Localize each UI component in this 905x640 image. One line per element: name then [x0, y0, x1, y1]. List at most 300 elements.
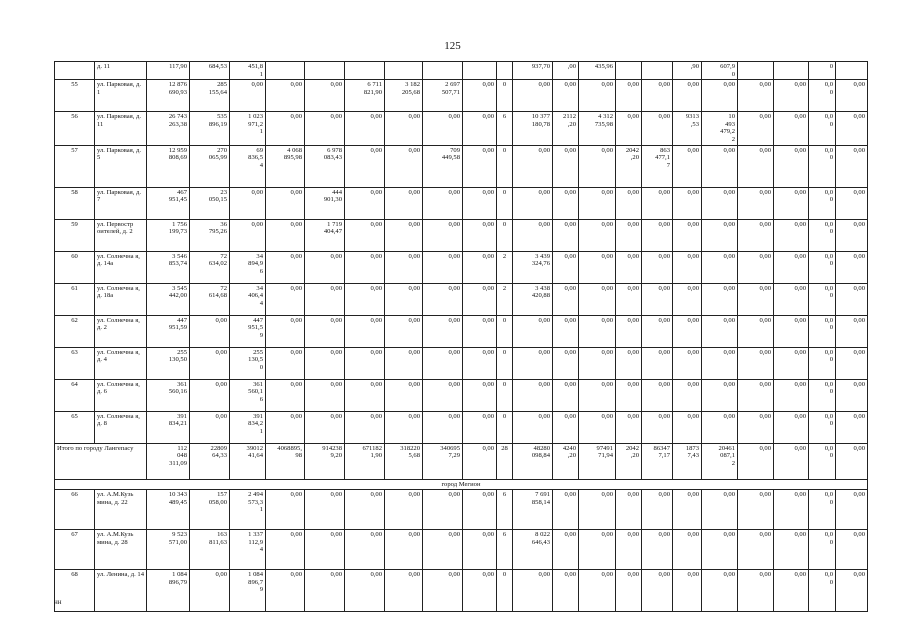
value-cell: 0,00 — [616, 112, 642, 145]
value-cell: 0,00 — [385, 347, 423, 379]
value-cell: 607,9 0 — [702, 62, 738, 80]
value-cell: 0,00 — [423, 570, 463, 612]
value-cell: 0,00 — [616, 80, 642, 112]
value-cell: 0,00 — [190, 315, 230, 347]
value-cell: 0,00 — [738, 251, 774, 283]
total-value-cell: 671182 1,90 — [345, 443, 385, 479]
value-cell: 0,00 — [774, 411, 809, 443]
value-cell: 0,00 — [266, 411, 305, 443]
value-cell: 0,00 — [553, 570, 579, 612]
value-cell: 0,00 — [553, 347, 579, 379]
total-value-cell: 0,00 — [774, 443, 809, 479]
value-cell: 6 711 821,90 — [345, 80, 385, 112]
value-cell: 0,00 — [616, 283, 642, 315]
value-cell: 0,00 — [266, 570, 305, 612]
table-row — [55, 251, 868, 283]
value-cell: 0,00 — [423, 347, 463, 379]
value-cell — [642, 62, 673, 80]
value-cell: 0,00 — [579, 570, 616, 612]
value-cell: 0,00 — [423, 251, 463, 283]
value-cell: 9313 ,53 — [673, 112, 702, 145]
value-cell: ,90 — [673, 62, 702, 80]
value-cell: 3 439 324,76 — [513, 251, 553, 283]
value-cell: 0 — [497, 219, 513, 251]
value-cell: 7 691 858,14 — [513, 490, 553, 530]
row-number-cell — [55, 62, 95, 80]
value-cell: 0,00 — [385, 411, 423, 443]
value-cell: 535 896,19 — [190, 112, 230, 145]
value-cell: 0,00 — [345, 251, 385, 283]
value-cell: 72 634,02 — [190, 251, 230, 283]
value-cell: 0,00 — [266, 187, 305, 219]
value-cell: 10 377 180,78 — [513, 112, 553, 145]
value-cell: 0,00 — [774, 283, 809, 315]
value-cell: 0,00 — [642, 315, 673, 347]
row-number-cell: 64 — [55, 379, 95, 411]
value-cell: 0,0 0 — [809, 251, 836, 283]
value-cell: 0,0 0 — [809, 80, 836, 112]
value-cell: 0,00 — [836, 145, 868, 187]
value-cell: 0 — [497, 315, 513, 347]
value-cell: 0,00 — [738, 490, 774, 530]
value-cell: 4 312 735,98 — [579, 112, 616, 145]
value-cell: 0,00 — [423, 411, 463, 443]
total-value-cell: 340695 7,29 — [423, 443, 463, 479]
value-cell: 0,00 — [738, 219, 774, 251]
row-number-cell: 60 — [55, 251, 95, 283]
value-cell: 0,00 — [305, 347, 345, 379]
address-cell: ул. Ленина, д. 14 — [95, 570, 147, 612]
value-cell: 0,00 — [463, 187, 497, 219]
value-cell: 3 438 420,88 — [513, 283, 553, 315]
value-cell: 0,00 — [579, 347, 616, 379]
value-cell: 0,00 — [774, 80, 809, 112]
table-row — [55, 219, 868, 251]
row-number-cell: 55 — [55, 80, 95, 112]
value-cell: 0,00 — [738, 80, 774, 112]
value-cell: 0,00 — [305, 411, 345, 443]
row-number-cell: 68 — [55, 570, 95, 612]
city-header-row — [55, 479, 868, 490]
value-cell: 0,00 — [305, 80, 345, 112]
value-cell: 0,00 — [463, 379, 497, 411]
value-cell: 0,00 — [642, 570, 673, 612]
value-cell: 0,00 — [385, 570, 423, 612]
row-number-cell: 63 — [55, 347, 95, 379]
value-cell: 157 058,00 — [190, 490, 230, 530]
value-cell — [836, 62, 868, 80]
value-cell: 2042 ,20 — [616, 145, 642, 187]
value-cell: 0,00 — [513, 80, 553, 112]
value-cell: 0,00 — [774, 145, 809, 187]
value-cell: 0,00 — [190, 379, 230, 411]
value-cell: 34 894,9 6 — [230, 251, 266, 283]
total-value-cell: 4068895, 98 — [266, 443, 305, 479]
address-cell: ул. Солнечна я, д. 6 — [95, 379, 147, 411]
value-cell: 0,00 — [702, 219, 738, 251]
value-cell: 10 493 479,2 2 — [702, 112, 738, 145]
value-cell: 0,00 — [673, 315, 702, 347]
value-cell: 0,00 — [266, 283, 305, 315]
value-cell: 0,00 — [702, 80, 738, 112]
value-cell: 2112 ,20 — [553, 112, 579, 145]
value-cell: 0,0 0 — [809, 283, 836, 315]
value-cell: 0 — [497, 570, 513, 612]
value-cell: 0,00 — [616, 570, 642, 612]
value-cell: 0,00 — [553, 490, 579, 530]
value-cell: 0,00 — [305, 379, 345, 411]
value-cell: 0,00 — [702, 530, 738, 570]
value-cell: ,00 — [553, 62, 579, 80]
value-cell: 0,00 — [616, 379, 642, 411]
value-cell: 0,00 — [305, 112, 345, 145]
row-number-cell: 56 — [55, 112, 95, 145]
value-cell: 0,00 — [702, 187, 738, 219]
value-cell: 863 477,1 7 — [642, 145, 673, 187]
value-cell: 0,00 — [642, 283, 673, 315]
value-cell: 0,00 — [579, 379, 616, 411]
value-cell — [497, 62, 513, 80]
table-body — [55, 62, 868, 612]
value-cell: 3 182 205,68 — [385, 80, 423, 112]
value-cell: 0,00 — [385, 283, 423, 315]
value-cell: 0,00 — [616, 411, 642, 443]
value-cell: 0,00 — [738, 347, 774, 379]
value-cell: 0,00 — [836, 112, 868, 145]
value-cell: 0,00 — [616, 219, 642, 251]
value-cell: 0,00 — [642, 490, 673, 530]
value-cell: 0,00 — [553, 530, 579, 570]
value-cell: 6 — [497, 112, 513, 145]
value-cell: 0,00 — [616, 490, 642, 530]
value-cell: 0,00 — [673, 570, 702, 612]
address-cell: ул. Первостр оителей, д. 2 — [95, 219, 147, 251]
table-row — [55, 530, 868, 570]
value-cell: 0,00 — [702, 283, 738, 315]
value-cell: 0,00 — [266, 112, 305, 145]
value-cell: 0,00 — [513, 570, 553, 612]
value-cell: 23 050,15 — [190, 187, 230, 219]
value-cell: 0,00 — [738, 379, 774, 411]
value-cell: 0,00 — [230, 219, 266, 251]
value-cell: 0,00 — [423, 283, 463, 315]
value-cell: 0,00 — [345, 411, 385, 443]
value-cell: 684,53 — [190, 62, 230, 80]
total-value-cell: 48280 098,84 — [513, 443, 553, 479]
value-cell: 0,00 — [553, 283, 579, 315]
value-cell: 0,00 — [423, 530, 463, 570]
value-cell: 270 065,99 — [190, 145, 230, 187]
value-cell: 0,00 — [266, 379, 305, 411]
value-cell: 0 — [497, 145, 513, 187]
address-cell: ул. Солнечна я, д. 4 — [95, 347, 147, 379]
value-cell: 0,00 — [616, 347, 642, 379]
value-cell: 0,00 — [345, 347, 385, 379]
value-cell: 1 337 112,9 4 — [230, 530, 266, 570]
value-cell: 0,00 — [738, 187, 774, 219]
row-number-cell: 61 — [55, 283, 95, 315]
value-cell: 0,00 — [553, 219, 579, 251]
value-cell: 0,00 — [836, 283, 868, 315]
value-cell: 3 546 853,74 — [147, 251, 190, 283]
table-row — [55, 411, 868, 443]
value-cell: 0,00 — [463, 219, 497, 251]
value-cell: 0,00 — [266, 490, 305, 530]
address-cell: д. 11 — [95, 62, 147, 80]
value-cell: 0,00 — [836, 570, 868, 612]
value-cell: 0,00 — [774, 112, 809, 145]
value-cell: 0,00 — [266, 347, 305, 379]
value-cell: 0,0 0 — [809, 112, 836, 145]
value-cell: 0,00 — [190, 411, 230, 443]
value-cell: 0,00 — [579, 80, 616, 112]
value-cell: 0,00 — [836, 347, 868, 379]
value-cell: 0 — [809, 62, 836, 80]
value-cell: 0,0 0 — [809, 145, 836, 187]
value-cell: 0 — [497, 379, 513, 411]
value-cell: 0,00 — [266, 530, 305, 570]
value-cell: 72 614,68 — [190, 283, 230, 315]
total-value-cell: 1873 7,43 — [673, 443, 702, 479]
value-cell: 0,00 — [463, 112, 497, 145]
value-cell: 8 022 646,43 — [513, 530, 553, 570]
value-cell: 36 795,26 — [190, 219, 230, 251]
value-cell: 0,00 — [305, 315, 345, 347]
address-cell: ул. Солнечна я, д. 8 — [95, 411, 147, 443]
value-cell: 2 — [497, 283, 513, 315]
value-cell: 0,00 — [836, 379, 868, 411]
value-cell: 0,00 — [774, 219, 809, 251]
total-value-cell: 914238 9,20 — [305, 443, 345, 479]
row-number-cell: 65 — [55, 411, 95, 443]
value-cell — [738, 62, 774, 80]
value-cell: 0,00 — [642, 219, 673, 251]
value-cell: 0,00 — [579, 283, 616, 315]
value-cell: 0,00 — [345, 530, 385, 570]
value-cell: 0,00 — [774, 530, 809, 570]
value-cell: 6 — [497, 490, 513, 530]
address-cell: ул. Парковая, д. 5 — [95, 145, 147, 187]
value-cell: 444 901,30 — [305, 187, 345, 219]
register-table — [54, 61, 868, 612]
value-cell: 34 406,4 4 — [230, 283, 266, 315]
value-cell: 1 084 896,79 — [147, 570, 190, 612]
address-cell: ул. Парковая, д. 7 — [95, 187, 147, 219]
value-cell: 0,00 — [463, 251, 497, 283]
table-row — [55, 80, 868, 112]
value-cell: 0,00 — [345, 283, 385, 315]
value-cell: 0,00 — [423, 219, 463, 251]
total-value-cell: 0,00 — [738, 443, 774, 479]
value-cell — [616, 62, 642, 80]
total-value-cell: 318220 5,68 — [385, 443, 423, 479]
total-value-cell: 2042 ,20 — [616, 443, 642, 479]
value-cell: 1 756 199,73 — [147, 219, 190, 251]
value-cell: 0,00 — [673, 530, 702, 570]
value-cell: 0,00 — [385, 315, 423, 347]
value-cell: 0,00 — [616, 530, 642, 570]
value-cell: 0,00 — [553, 187, 579, 219]
value-cell: 0,00 — [305, 251, 345, 283]
row-number-cell: 67 — [55, 530, 95, 570]
value-cell: 0,00 — [463, 530, 497, 570]
address-cell: ул. Солнечна я, д. 18а — [95, 283, 147, 315]
value-cell: 0,00 — [513, 145, 553, 187]
value-cell: 0,00 — [702, 315, 738, 347]
table-row — [55, 490, 868, 530]
value-cell: 0,00 — [385, 112, 423, 145]
value-cell: 0,00 — [463, 80, 497, 112]
total-value-cell: 97491 71,94 — [579, 443, 616, 479]
value-cell: 0,00 — [266, 315, 305, 347]
value-cell: 0,00 — [702, 145, 738, 187]
value-cell: 0,00 — [305, 530, 345, 570]
value-cell: 0,00 — [553, 411, 579, 443]
value-cell: 0,00 — [463, 145, 497, 187]
value-cell: 0,00 — [836, 251, 868, 283]
value-cell: 0,00 — [642, 80, 673, 112]
value-cell: 0,0 0 — [809, 490, 836, 530]
page-number: 125 — [444, 40, 461, 52]
value-cell: 451,8 1 — [230, 62, 266, 80]
value-cell: 0,00 — [463, 347, 497, 379]
value-cell: 0,00 — [673, 283, 702, 315]
address-cell: ул. А.М.Кузь мина, д. 22 — [95, 490, 147, 530]
value-cell: 2 697 507,71 — [423, 80, 463, 112]
value-cell: 0,00 — [642, 379, 673, 411]
value-cell: 163 811,63 — [190, 530, 230, 570]
value-cell: 285 155,64 — [190, 80, 230, 112]
value-cell: 10 343 489,45 — [147, 490, 190, 530]
value-cell: 0,00 — [642, 251, 673, 283]
value-cell: 0,00 — [836, 490, 868, 530]
value-cell: 0,00 — [702, 490, 738, 530]
table-row — [55, 145, 868, 187]
value-cell: 0,00 — [702, 379, 738, 411]
value-cell: 0,00 — [702, 411, 738, 443]
value-cell: 0,00 — [266, 80, 305, 112]
value-cell: 255 130,50 — [147, 347, 190, 379]
value-cell: 0,00 — [345, 187, 385, 219]
value-cell: 0,00 — [385, 251, 423, 283]
value-cell: 0,00 — [423, 112, 463, 145]
total-value-cell: 4240 ,20 — [553, 443, 579, 479]
value-cell: 435,96 — [579, 62, 616, 80]
value-cell: 0,00 — [423, 490, 463, 530]
value-cell: 0,00 — [463, 283, 497, 315]
total-row — [55, 443, 868, 479]
value-cell: 0,00 — [345, 570, 385, 612]
table-row — [55, 187, 868, 219]
value-cell: 0,00 — [673, 145, 702, 187]
value-cell: 0,00 — [774, 251, 809, 283]
value-cell: 0,00 — [230, 80, 266, 112]
value-cell: 0,00 — [345, 145, 385, 187]
value-cell: 0,00 — [642, 411, 673, 443]
value-cell: 0,00 — [774, 490, 809, 530]
value-cell: 0,0 0 — [809, 411, 836, 443]
value-cell: 255 130,5 0 — [230, 347, 266, 379]
value-cell: 0,00 — [738, 530, 774, 570]
value-cell: 0,00 — [423, 379, 463, 411]
value-cell: 0,00 — [738, 112, 774, 145]
value-cell: 0,00 — [836, 315, 868, 347]
value-cell: 0,00 — [673, 187, 702, 219]
value-cell: 0,00 — [673, 411, 702, 443]
value-cell — [345, 62, 385, 80]
value-cell: 0,00 — [463, 411, 497, 443]
value-cell: 0,00 — [463, 490, 497, 530]
value-cell: 0,00 — [774, 570, 809, 612]
value-cell: 69 836,5 4 — [230, 145, 266, 187]
value-cell: 0,00 — [774, 379, 809, 411]
address-cell: ул. Солнечна я, д. 2 — [95, 315, 147, 347]
value-cell — [423, 62, 463, 80]
value-cell: 0,00 — [836, 187, 868, 219]
value-cell: 0,00 — [513, 187, 553, 219]
value-cell: 0,00 — [345, 379, 385, 411]
value-cell — [774, 62, 809, 80]
value-cell: 0,00 — [305, 490, 345, 530]
value-cell: 0,00 — [738, 315, 774, 347]
value-cell: 0,00 — [345, 112, 385, 145]
value-cell: 0,00 — [673, 251, 702, 283]
value-cell: 0,00 — [673, 379, 702, 411]
address-cell: ул. Солнечна я, д. 14а — [95, 251, 147, 283]
value-cell: 467 951,45 — [147, 187, 190, 219]
value-cell: 0,00 — [553, 251, 579, 283]
value-cell: 447 951,5 9 — [230, 315, 266, 347]
value-cell: 0,0 0 — [809, 315, 836, 347]
value-cell: 26 743 263,38 — [147, 112, 190, 145]
value-cell: 0,00 — [642, 112, 673, 145]
value-cell: 0 — [497, 411, 513, 443]
value-cell: 0,0 0 — [809, 219, 836, 251]
value-cell: 0,00 — [463, 570, 497, 612]
row-number-cell: 62 — [55, 315, 95, 347]
value-cell: 0,00 — [702, 251, 738, 283]
value-cell: 3 545 442,00 — [147, 283, 190, 315]
value-cell: 0,00 — [579, 145, 616, 187]
total-value-cell: 39012 41,64 — [230, 443, 266, 479]
total-value-cell: 0,00 — [463, 443, 497, 479]
value-cell: 0,00 — [642, 187, 673, 219]
value-cell: 0,00 — [738, 145, 774, 187]
value-cell: 0,00 — [230, 187, 266, 219]
value-cell: 0,00 — [579, 187, 616, 219]
value-cell: 937,70 — [513, 62, 553, 80]
value-cell: 0,0 0 — [809, 530, 836, 570]
value-cell: 0,00 — [836, 219, 868, 251]
value-cell: 0,00 — [616, 187, 642, 219]
total-value-cell: 0,00 — [836, 443, 868, 479]
value-cell: 0,00 — [579, 530, 616, 570]
value-cell: 0,00 — [345, 490, 385, 530]
total-label-cell: Итого по городу Лангепасу — [55, 443, 147, 479]
value-cell: 0,00 — [673, 347, 702, 379]
value-cell: 0,00 — [836, 530, 868, 570]
value-cell: 0,00 — [642, 347, 673, 379]
value-cell: 6 978 083,43 — [305, 145, 345, 187]
value-cell: 0,00 — [774, 187, 809, 219]
value-cell: 0,00 — [642, 530, 673, 570]
value-cell: 0,00 — [738, 411, 774, 443]
value-cell: 0,00 — [305, 283, 345, 315]
value-cell: 0,00 — [190, 347, 230, 379]
value-cell: 0,00 — [513, 411, 553, 443]
value-cell: 0,00 — [553, 315, 579, 347]
row-number-cell: 66 — [55, 490, 95, 530]
